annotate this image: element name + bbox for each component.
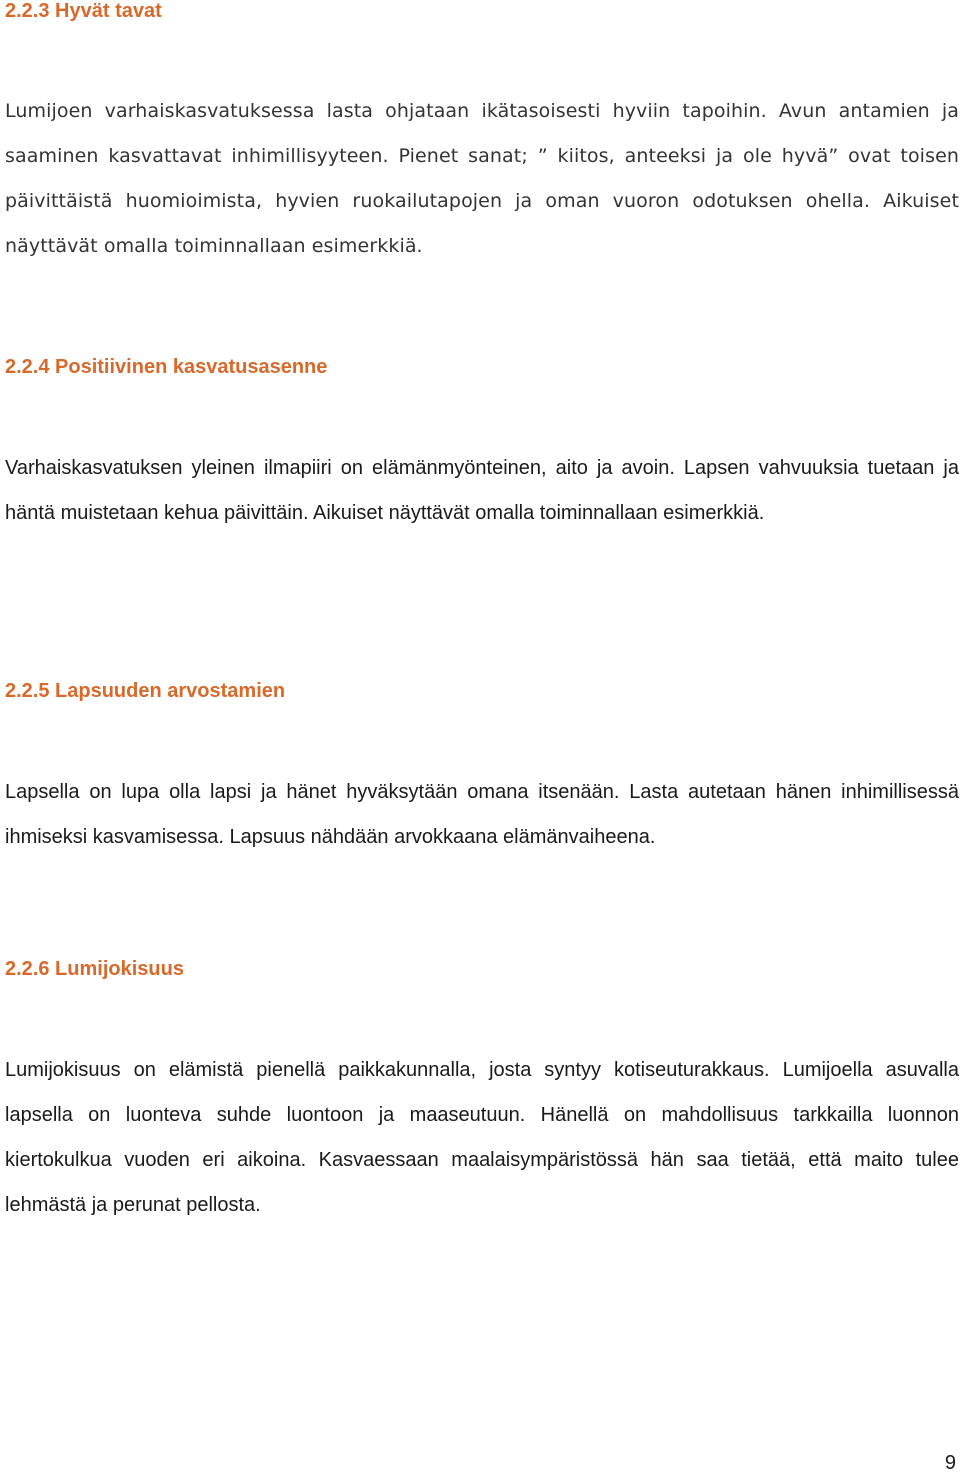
section-body-lumijokisuus: Lumijokisuus on elämistä pienellä paikkakunnalla, josta syntyy kotiseuturakkaus. Lumijoella asuvalla lapsella on luonteva suhde luontoon ja maaseutuun. Hänellä on mahdollisuus tarkkailla luonnon kiertokulkua vuoden eri aikoina. Kasvaessaan maalaisympäristössä hän saa tietää, että maito tulee lehmästä ja perunat pellosta. [5,1059,959,1216]
section-body-positiivinen-kasvatusasenne: Varhaiskasvatuksen yleinen ilmapiiri on elämänmyönteinen, aito ja avoin. Lapsen vahvuuksia tuetaan ja häntä muistetaan kehua päivittäin. Aikuiset näyttävät omalla toiminnallaan esimerkkiä. [5,457,959,524]
page-number: 9 [944,1452,956,1474]
section-heading-lumijokisuus: 2.2.6 Lumijokisuus [5,958,184,980]
section-body-lapsuuden-arvostamien: Lapsella on lupa olla lapsi ja hänet hyväksytään omana itsenään. Lasta autetaan hänen inhimillisessä ihmiseksi kasvamisessa. Lapsuus nähdään arvokkaana elämänvaiheena. [5,781,959,848]
section-body-hyvat-tavat: Lumijoen varhaiskasvatuksessa lasta ohjataan ikätasoisesti hyviin tapoihin. Avun antamien ja saaminen kasvattavat inhimillisyyteen. Pienet sanat; ” kiitos, anteeksi ja ole hyvä” ovat toisen päivittäistä huomioimista, hyvien ruokailutapojen ja oman vuoron odotuksen ohella. Aikuiset näyttävät omalla toiminnallaan esimerkkiä. [5,100,959,257]
section-heading-lapsuuden-arvostamien: 2.2.5 Lapsuuden arvostamien [5,680,286,702]
section-heading-hyvat-tavat: 2.2.3 Hyvät tavat [5,0,162,22]
section-heading-positiivinen-kasvatusasenne: 2.2.4 Positiivinen kasvatusasenne [5,356,328,378]
